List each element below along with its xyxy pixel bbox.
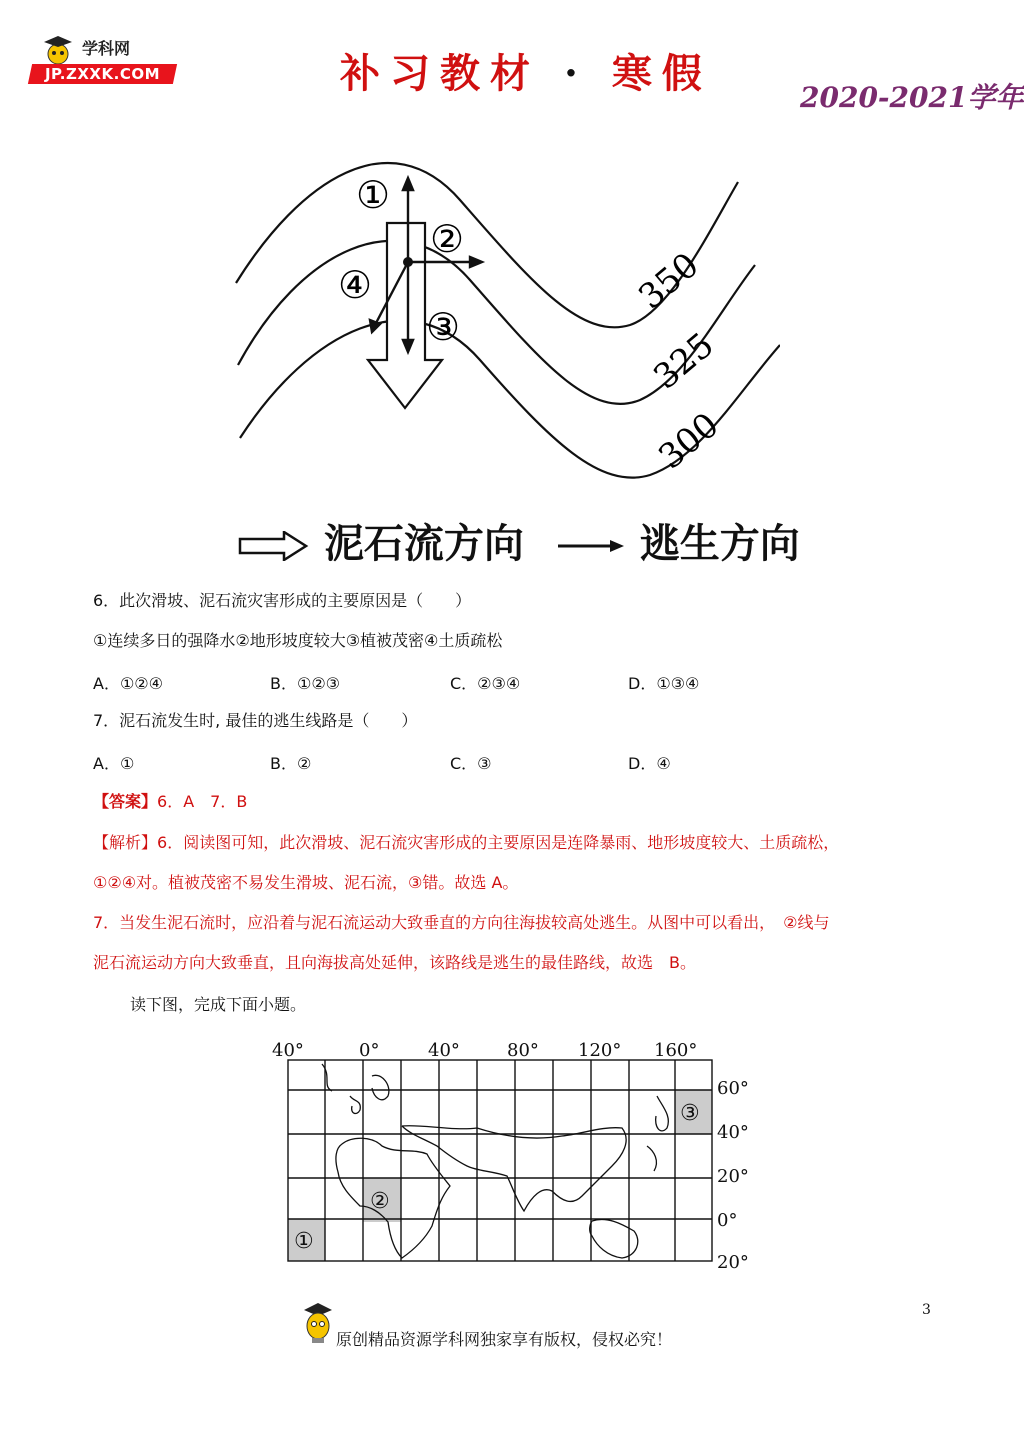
legend-escape-label: 逃生方向 [639,521,800,567]
lon-label-160e: 160° [654,1040,698,1061]
contour-label-350: 350 [631,245,707,318]
q6-stem: 6．此次滑坡、泥石流灾害形成的主要原因是（ ） [93,591,472,610]
logo-domain-bar [28,64,177,84]
map-intro: 读下图，完成下面小题。 [130,995,307,1014]
q7-option-a: A．① [93,754,135,773]
arrow-label-4: ④ [338,263,373,307]
analysis-line-1 [93,831,839,855]
logo-text: 学科网 [82,39,131,58]
answer-line [93,790,247,814]
arrow-label-2: ② [430,217,465,261]
answer-tag: 【答案】 [93,792,158,811]
q7-option-b: B．② [270,754,312,773]
lat-label-40n: 40° [717,1122,749,1143]
lon-label-40w: 40° [272,1040,304,1061]
q7-option-d: D．④ [628,754,671,773]
lat-label-20n: 20° [717,1166,749,1187]
analysis-line-3: 7．当发生泥石流时，应沿着与泥石流运动大致垂直的方向往海拔较高处逃生。从图中可以看出， ②线与 [93,913,830,932]
analysis-text-1: 6．阅读图可知，此次滑坡、泥石流灾害形成的主要原因是连降暴雨、地形坡度较大、土质疏松， [157,833,840,852]
header-title-dot: · [563,50,588,97]
q6-items: ①连续多日的强降水②地形坡度较大③植被茂密④土质疏松 [93,631,503,650]
lon-label-40e: 40° [428,1040,460,1061]
school-year: 2020-2021学年 [800,81,1024,114]
escape-arrow-1-head [403,178,413,190]
q6-option-a: A．①②④ [93,674,163,693]
lat-label-20s: 20° [717,1252,749,1273]
contour-diagram [220,140,780,510]
q7-stem: 7．泥石流发生时, 最佳的逃生线路是（ ） [93,711,418,730]
lon-label-80e: 80° [507,1040,539,1061]
contour-label-325: 325 [646,325,722,398]
copyright-notice: 原创精品资源学科网独家享有版权，侵权必究！ [336,1330,673,1349]
contour-label-300: 300 [651,405,727,478]
arrow-label-3: ③ [426,305,461,349]
analysis-line-2: ①②④对。植被茂密不易发生滑坡、泥石流，③错。故选 A。 [93,873,519,892]
logo-domain: JP.ZXXK.COM [44,65,161,83]
lat-label-0: 0° [717,1210,738,1231]
region-label-3: ③ [680,1101,700,1126]
hollow-arrow-icon [238,531,310,561]
coastlines [322,1064,668,1258]
graduate-mascot-footer-icon [300,1300,336,1346]
q7-option-c: C．③ [450,754,492,773]
analysis-tag: 【解析】 [93,833,158,852]
header-title-left: 补习教材 [340,50,540,97]
q6-option-d: D．①③④ [628,674,700,693]
q6-option-c: C．②③④ [450,674,521,693]
answer-text: 6．A 7．B [157,792,248,811]
site-logo [30,34,180,86]
arrow-label-1: ① [356,173,391,217]
analysis-line-4: 泥石流运动方向大致垂直，且向海拔高处延伸，该路线是逃生的最佳路线，故选 B。 [93,953,696,972]
escape-arrow-2-head [470,257,482,267]
region-label-2: ② [370,1189,390,1214]
lon-label-120e: 120° [578,1040,622,1061]
escape-arrow-4-head [370,320,380,332]
graduate-mascot-icon [36,34,76,66]
world-map-grid [262,1036,762,1276]
page-number: 3 [922,1302,931,1318]
figure-legend [238,512,800,569]
region-label-1: ① [294,1229,314,1254]
lon-label-0: 0° [359,1040,380,1061]
line-arrow-icon [556,536,626,556]
lat-label-60n: 60° [717,1078,749,1099]
legend-mudflow-label: 泥石流方向 [323,521,524,567]
header-title-right: 寒假 [611,50,712,97]
header-title [340,42,712,99]
q6-option-b: B．①②③ [270,674,341,693]
